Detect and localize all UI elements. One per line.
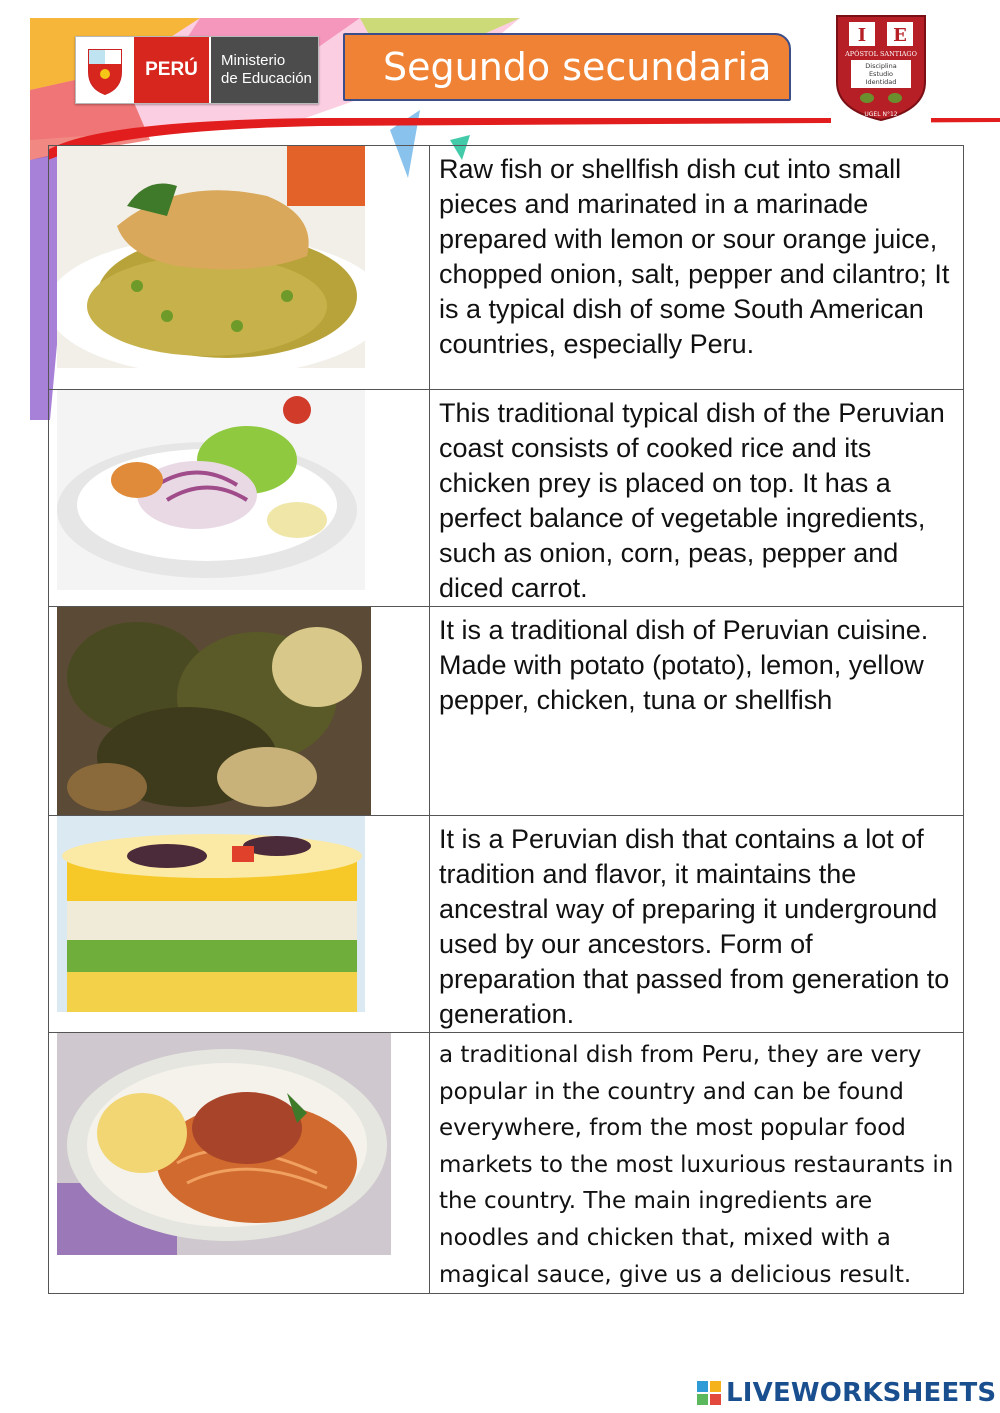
- svg-text:APÓSTOL SANTIAGO: APÓSTOL SANTIAGO: [845, 50, 917, 58]
- school-crest-icon: [831, 12, 931, 124]
- table-row: [49, 1033, 964, 1294]
- ministry-line-2: de Educación: [221, 70, 312, 87]
- tallarines-rojos-photo: [57, 1033, 391, 1255]
- page-title: Segundo secundaria: [343, 33, 791, 101]
- table-row: [49, 390, 964, 607]
- arroz-con-pollo-photo: [57, 146, 365, 368]
- svg-text:I: I: [857, 25, 867, 46]
- ministry-label: [209, 37, 318, 103]
- dish-image-cell: [49, 146, 430, 390]
- pachamanca-photo: [57, 607, 371, 815]
- country-label: PERÚ: [134, 37, 209, 103]
- dish-description: It is a Peruvian dish that contains a lot of tradition and flavor, it maintains the ancestral way of preparing it underground used by our ancestors. Form of preparation that passed from generation to generation.: [430, 816, 964, 1033]
- dishes-table: [48, 145, 964, 1294]
- svg-text:Estudio: Estudio: [868, 70, 894, 78]
- ceviche-photo: [57, 390, 365, 590]
- peru-coat-of-arms-icon: [76, 37, 134, 103]
- svg-text:Disciplina: Disciplina: [865, 62, 897, 70]
- dish-description: a traditional dish from Peru, they are very popular in the country and can be found everywhere, from the most popular food markets to the most luxurious restaurants in the country. The main ingredients are noodles and chicken that, mixed with a magical sauce, give us a delicious result.: [430, 1033, 964, 1294]
- liveworksheets-icon: [697, 1381, 722, 1406]
- dish-image-cell: [49, 1033, 430, 1294]
- liveworksheets-brand: LIVEWORKSHEETS: [726, 1378, 997, 1408]
- table-row: [49, 607, 964, 816]
- svg-text:E: E: [893, 25, 907, 46]
- svg-text:UGEL N°12: UGEL N°12: [864, 111, 898, 118]
- svg-text:Identidad: Identidad: [865, 78, 897, 86]
- liveworksheets-logo: [697, 1378, 996, 1408]
- dish-image-cell: [49, 607, 430, 816]
- ministry-line-1: Ministerio: [221, 52, 286, 69]
- dish-image-cell: [49, 816, 430, 1033]
- ministry-of-education-logo: [75, 36, 319, 104]
- dish-description: This traditional typical dish of the Peruvian coast consists of cooked rice and its chicken prey is placed on top. It has a perfect balance of vegetable ingredients, such as onion, corn, peas, pepper and diced carrot.: [430, 390, 964, 607]
- table-row: [49, 146, 964, 390]
- dish-description: Raw fish or shellfish dish cut into small pieces and marinated in a marinade prepared with lemon or sour orange juice, chopped onion, salt, pepper and cilantro; It is a typical dish of some South American countries, especially Peru.: [430, 146, 964, 390]
- causa-limena-photo: [57, 816, 365, 1012]
- dish-image-cell: [49, 390, 430, 607]
- table-row: [49, 816, 964, 1033]
- dish-description: It is a traditional dish of Peruvian cuisine. Made with potato (potato), lemon, yellow pepper, chicken, tuna or shellfish: [430, 607, 964, 816]
